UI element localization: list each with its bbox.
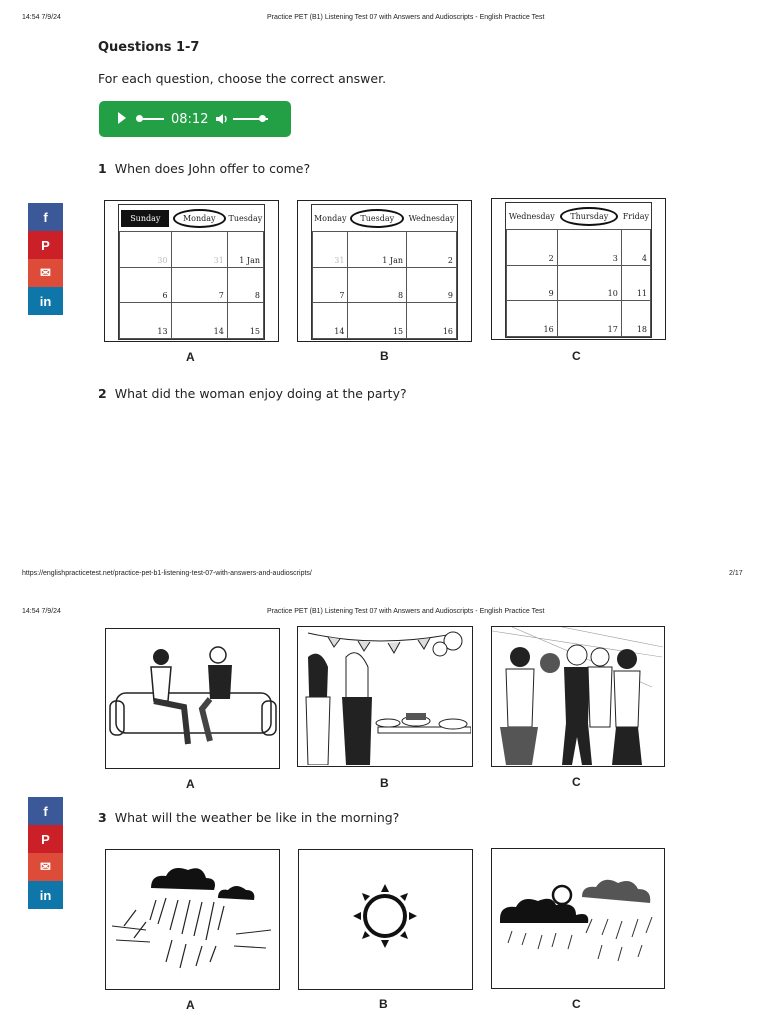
question-1 (98, 161, 310, 176)
calendar-date: 31 (171, 232, 227, 268)
share-sidebar (28, 203, 63, 315)
print-datetime: 14:54 7/9/24 (22, 14, 61, 21)
storm-rain-icon (106, 850, 278, 988)
calendar-day: Wednesday (508, 211, 555, 221)
two-women-sofa-illustration (106, 629, 278, 767)
calendar-day-circled: Monday (173, 209, 226, 228)
progress-handle[interactable] (136, 115, 143, 122)
facebook-share-button[interactable]: f (28, 203, 63, 231)
volume-icon[interactable] (215, 112, 229, 126)
volume-handle[interactable] (259, 115, 266, 122)
playback-time: 08:12 (171, 112, 209, 127)
option-label: B (380, 349, 389, 363)
sun-icon (299, 850, 471, 988)
calendar-date: 1 Jan (227, 232, 263, 268)
calendar-date: 2 (507, 230, 558, 266)
party-food-table-illustration (298, 627, 471, 765)
calendar-date: 8 (348, 267, 407, 303)
option-label: C (572, 349, 581, 363)
calendar-day: Friday (622, 211, 650, 221)
calendar-day-circled: Thursday (560, 207, 618, 226)
calendar-day: Monday (313, 213, 347, 223)
calendar-date: 7 (171, 267, 227, 303)
question-2 (98, 386, 407, 401)
calendar-date: 3 (557, 230, 621, 266)
calendar-date: 8 (227, 267, 263, 303)
question-number: 1 (98, 161, 107, 176)
linkedin-share-button[interactable]: in (28, 287, 63, 315)
calendar-date: 2 (407, 232, 457, 268)
option-a-calendar[interactable] (104, 200, 279, 342)
email-share-button[interactable]: ✉ (28, 259, 63, 287)
print-page-title: Practice PET (B1) Listening Test 07 with Answers and Audioscripts - English Practice Test (267, 608, 545, 615)
calendar-date: 6 (120, 267, 172, 303)
calendar-date: 16 (407, 303, 457, 339)
calendar-date: 30 (120, 232, 172, 268)
calendar-day-circled: Tuesday (350, 209, 404, 228)
option-label: A (186, 777, 195, 791)
facebook-share-button[interactable]: f (28, 797, 63, 825)
option-b-picture-party-food[interactable] (297, 626, 473, 767)
calendar-date: 16 (507, 301, 558, 337)
calendar-day: Wednesday (408, 213, 455, 223)
option-label: C (572, 775, 581, 789)
question-number: 3 (98, 810, 107, 825)
instruction-text: For each question, choose the correct answer. (98, 71, 387, 86)
calendar-date: 1 Jan (348, 232, 407, 268)
calendar-date: 14 (171, 303, 227, 339)
question-number: 2 (98, 386, 107, 401)
print-url: https://englishpracticetest.net/practice-pet-b1-listening-test-07-with-answers-and-audioscripts/ (22, 570, 312, 577)
play-icon[interactable] (118, 112, 126, 124)
calendar-date: 9 (507, 265, 558, 301)
calendar-date: 4 (621, 230, 650, 266)
sun-clouds-rain-icon (492, 849, 663, 987)
calendar-date: 9 (407, 267, 457, 303)
option-c-picture-clouds-rain[interactable] (491, 848, 665, 989)
option-c-calendar[interactable] (491, 198, 666, 340)
calendar-date: 31 (313, 232, 348, 268)
calendar-date: 14 (313, 303, 348, 339)
option-b-picture-sun[interactable] (298, 849, 473, 990)
option-c-picture-dancing[interactable] (491, 626, 665, 767)
linkedin-share-button[interactable]: in (28, 881, 63, 909)
calendar-date: 11 (621, 265, 650, 301)
question-text: What did the woman enjoy doing at the party? (114, 386, 407, 401)
share-sidebar (28, 797, 63, 909)
calendar-day: Sunday (121, 210, 169, 227)
print-datetime: 14:54 7/9/24 (22, 608, 61, 615)
pinterest-share-button[interactable]: P (28, 825, 63, 853)
dancing-crowd-illustration (492, 627, 663, 765)
calendar-day: Tuesday (228, 213, 263, 223)
calendar-date: 13 (120, 303, 172, 339)
calendar-date: 7 (313, 267, 348, 303)
calendar-date: 10 (557, 265, 621, 301)
calendar-date: 18 (621, 301, 650, 337)
pinterest-share-button[interactable]: P (28, 231, 63, 259)
audio-player (99, 101, 291, 137)
calendar-date: 15 (348, 303, 407, 339)
calendar-date: 15 (227, 303, 263, 339)
question-3 (98, 810, 399, 825)
option-b-calendar[interactable] (297, 200, 472, 342)
calendar-date: 17 (557, 301, 621, 337)
option-label: B (380, 776, 389, 790)
email-share-button[interactable]: ✉ (28, 853, 63, 881)
print-page-title: Practice PET (B1) Listening Test 07 with Answers and Audioscripts - English Practice Test (267, 14, 545, 21)
option-label: A (186, 998, 195, 1012)
question-text: What will the weather be like in the morning? (114, 810, 400, 825)
question-text: When does John offer to come? (114, 161, 311, 176)
section-title: Questions 1-7 (98, 40, 200, 55)
option-label: B (379, 997, 388, 1011)
option-label: A (186, 350, 195, 364)
print-page-number: 2/17 (729, 570, 743, 577)
option-a-picture-sofa-chat[interactable] (105, 628, 280, 769)
option-a-picture-rain[interactable] (105, 849, 280, 990)
option-label: C (572, 997, 581, 1011)
